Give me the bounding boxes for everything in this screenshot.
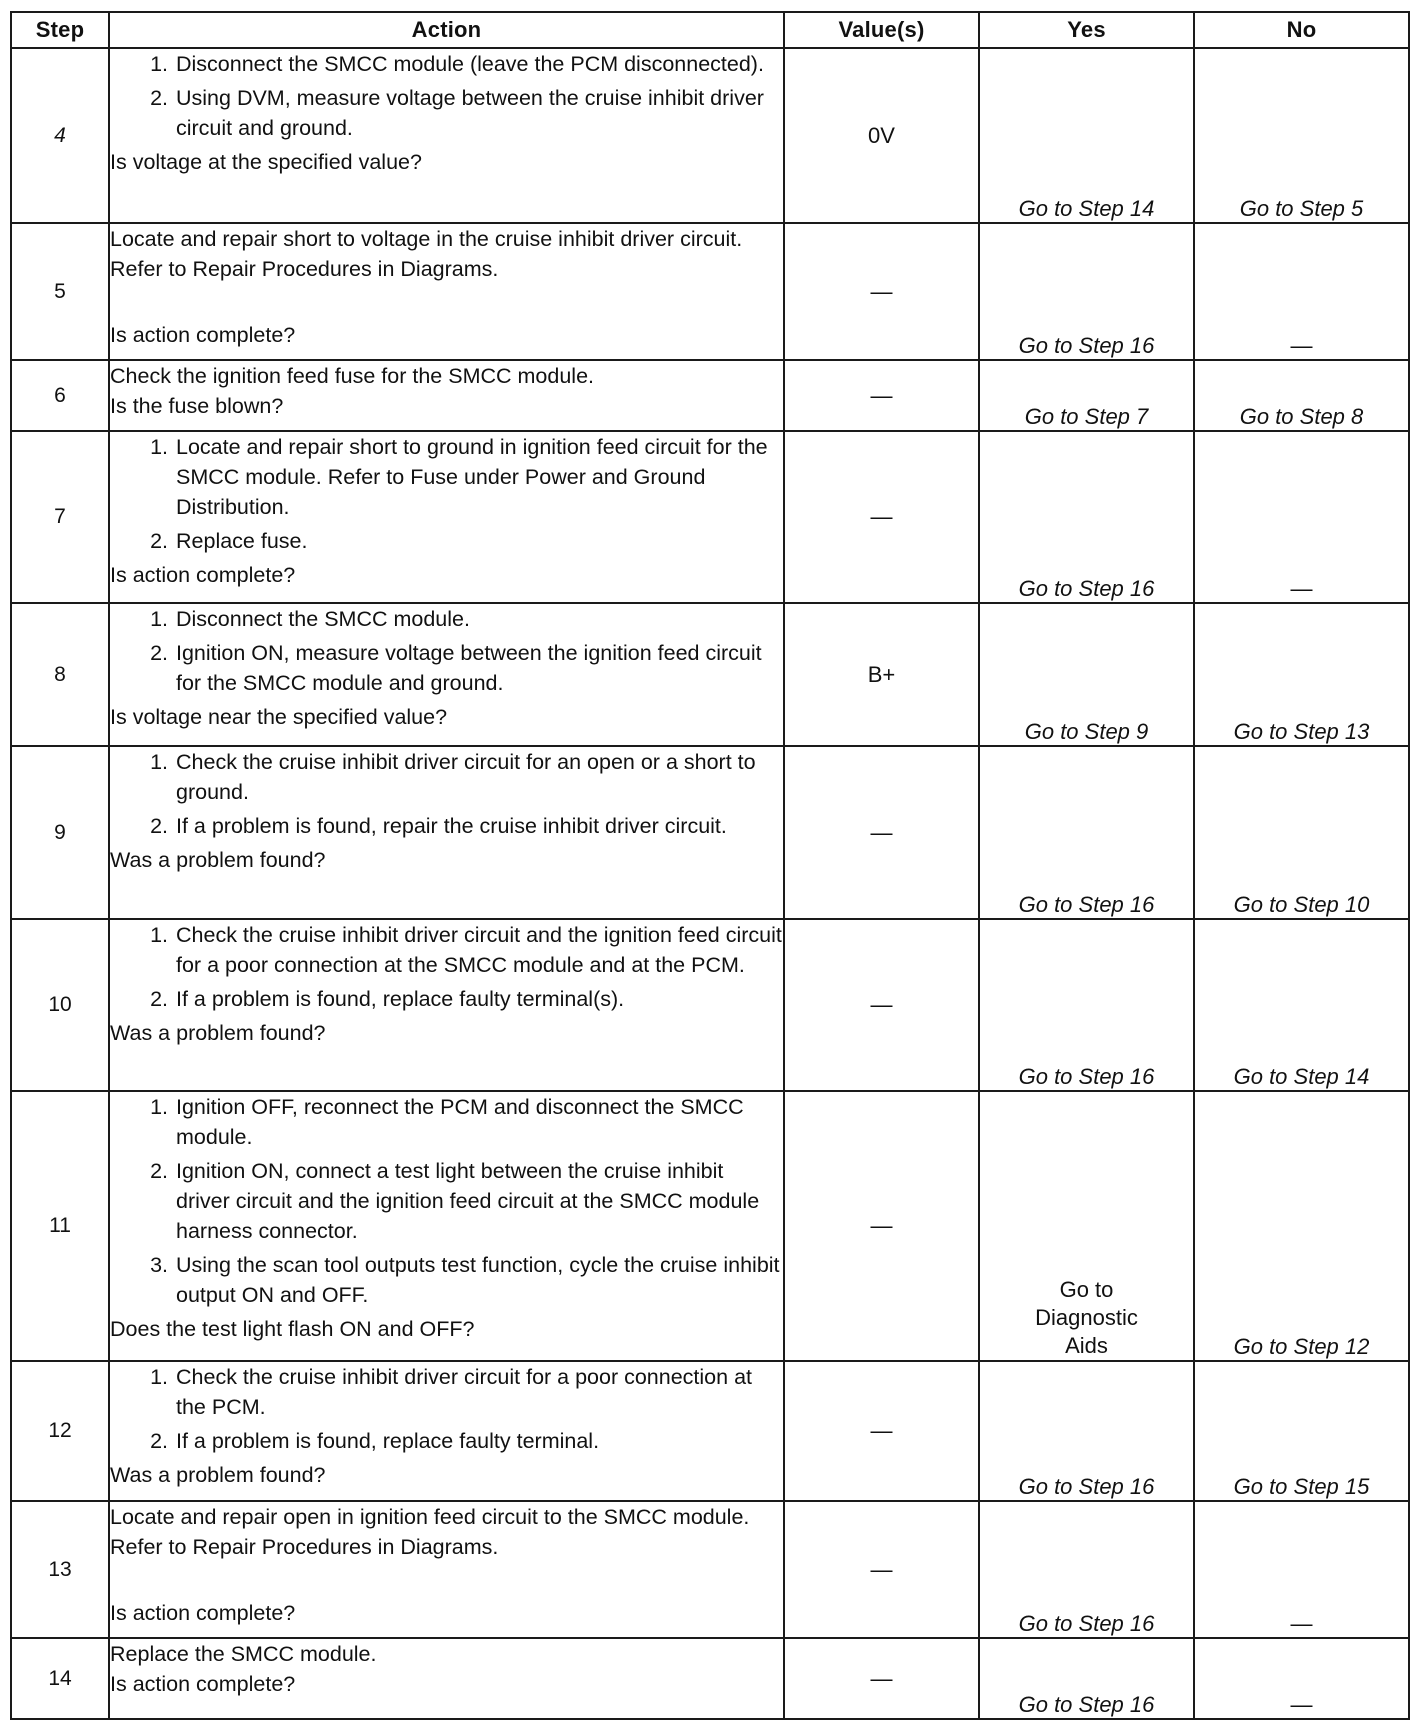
question: Does the test light flash ON and OFF? <box>110 1317 475 1341</box>
action-cell <box>109 1638 784 1719</box>
question: Is action complete? <box>110 1601 296 1625</box>
no-cell: Go to Step 8 <box>1194 360 1409 431</box>
table-row <box>11 48 1409 223</box>
table-row <box>11 223 1409 360</box>
no-dash: — <box>1290 1692 1313 1717</box>
yes-cell: Go to Diagnostic Aids <box>979 1091 1194 1361</box>
header-no: No <box>1194 12 1409 48</box>
no-cell <box>1194 223 1409 360</box>
yes-cell: Go to Step 16 <box>979 431 1194 603</box>
item-number: 2. <box>150 987 168 1011</box>
question: Is the fuse blown? <box>110 394 284 418</box>
yes-cell: Go to Step 16 <box>979 223 1194 360</box>
question: Was a problem found? <box>110 848 326 872</box>
value-cell: 0V <box>784 48 979 223</box>
item-text: Locate and repair short to ground in ignition feed circuit for the SMCC module. Refer to Fuse under Power and Ground Distribution. <box>176 435 768 519</box>
item-text: Disconnect the SMCC module. <box>176 607 470 631</box>
action-cell <box>109 919 784 1091</box>
list-item <box>110 604 783 634</box>
step-number: 13 <box>11 1501 109 1638</box>
table-row <box>11 1501 1409 1638</box>
action-text: Locate and repair short to voltage in the cruise inhibit driver circuit. Refer to Repair Procedures in Diagrams. <box>110 227 743 281</box>
list-item <box>110 49 783 79</box>
yes-cell: Go to Step 16 <box>979 919 1194 1091</box>
step-number: 11 <box>11 1091 109 1361</box>
step-number: 5 <box>11 223 109 360</box>
no-dash: — <box>1290 1611 1313 1636</box>
item-number: 1. <box>150 52 168 76</box>
item-text: Ignition ON, measure voltage between the ignition feed circuit for the SMCC module and ground. <box>176 641 762 695</box>
step-number: 4 <box>11 48 109 223</box>
no-cell: Go to Step 10 <box>1194 746 1409 919</box>
step-number: 9 <box>11 746 109 919</box>
question: Is voltage at the specified value? <box>110 150 422 174</box>
value-cell: — <box>784 360 979 431</box>
no-dash: — <box>1290 333 1313 358</box>
step-number: 7 <box>11 431 109 603</box>
yes-cell: Go to Step 16 <box>979 1638 1194 1719</box>
item-number: 1. <box>150 435 168 459</box>
table-row <box>11 360 1409 431</box>
table-row <box>11 746 1409 919</box>
item-number: 2. <box>150 1159 168 1183</box>
value-cell: — <box>784 919 979 1091</box>
step-number: 6 <box>11 360 109 431</box>
no-cell <box>1194 1638 1409 1719</box>
item-text: Disconnect the SMCC module (leave the PCM disconnected). <box>176 52 764 76</box>
no-cell: Go to Step 5 <box>1194 48 1409 223</box>
action-text: Replace the SMCC module. <box>110 1642 377 1666</box>
step-number: 14 <box>11 1638 109 1719</box>
item-number: 1. <box>150 923 168 947</box>
list-item <box>110 638 783 698</box>
value-cell: — <box>784 1638 979 1719</box>
table-row <box>11 431 1409 603</box>
question: Is action complete? <box>110 563 296 587</box>
header-step: Step <box>11 12 109 48</box>
yes-cell: Go to Step 16 <box>979 746 1194 919</box>
list-item <box>110 984 783 1014</box>
item-text: Ignition ON, connect a test light between the cruise inhibit driver circuit and the ignition feed circuit at the SMCC module harness connector. <box>176 1159 760 1243</box>
action-cell <box>109 360 784 431</box>
yes-cell: Go to Step 16 <box>979 1361 1194 1501</box>
no-cell <box>1194 1501 1409 1638</box>
item-number: 1. <box>150 607 168 631</box>
action-cell <box>109 603 784 746</box>
no-cell: Go to Step 14 <box>1194 919 1409 1091</box>
diagnostic-table <box>10 11 1410 1720</box>
step-number: 12 <box>11 1361 109 1501</box>
item-number: 2. <box>150 814 168 838</box>
list-item <box>110 526 783 556</box>
list-item <box>110 1092 783 1152</box>
list-item <box>110 1426 783 1456</box>
item-text: Check the cruise inhibit driver circuit for a poor connection at the PCM. <box>176 1365 752 1419</box>
question: Was a problem found? <box>110 1463 326 1487</box>
no-cell <box>1194 431 1409 603</box>
item-text: If a problem is found, repair the cruise inhibit driver circuit. <box>176 814 727 838</box>
no-cell: Go to Step 12 <box>1194 1091 1409 1361</box>
action-cell <box>109 1361 784 1501</box>
question: Is action complete? <box>110 1672 296 1696</box>
item-number: 2. <box>150 641 168 665</box>
list-item <box>110 1250 783 1310</box>
item-text: If a problem is found, replace faulty terminal. <box>176 1429 600 1453</box>
item-number: 1. <box>150 1095 168 1119</box>
table-row <box>11 1361 1409 1501</box>
item-text: Check the cruise inhibit driver circuit for an open or a short to ground. <box>176 750 756 804</box>
question: Was a problem found? <box>110 1021 326 1045</box>
action-cell <box>109 431 784 603</box>
action-cell <box>109 746 784 919</box>
value-cell: — <box>784 1361 979 1501</box>
value-cell: — <box>784 746 979 919</box>
no-cell: Go to Step 15 <box>1194 1361 1409 1501</box>
step-number: 10 <box>11 919 109 1091</box>
header-row <box>11 12 1409 48</box>
item-text: Using the scan tool outputs test function, cycle the cruise inhibit output ON and OFF. <box>176 1253 780 1307</box>
value-cell: — <box>784 1091 979 1361</box>
item-number: 2. <box>150 1429 168 1453</box>
action-cell <box>109 1091 784 1361</box>
step-number: 8 <box>11 603 109 746</box>
list-item <box>110 1362 783 1422</box>
item-number: 1. <box>150 750 168 774</box>
table-row <box>11 919 1409 1091</box>
item-number: 3. <box>150 1253 168 1277</box>
question: Is voltage near the specified value? <box>110 705 448 729</box>
yes-cell: Go to Step 16 <box>979 1501 1194 1638</box>
item-number: 2. <box>150 86 168 110</box>
table-row <box>11 603 1409 746</box>
no-dash: — <box>1290 576 1313 601</box>
list-item <box>110 811 783 841</box>
value-cell: — <box>784 431 979 603</box>
item-text: Using DVM, measure voltage between the cruise inhibit driver circuit and ground. <box>176 86 764 140</box>
item-text: If a problem is found, replace faulty terminal(s). <box>176 987 625 1011</box>
list-item <box>110 1156 783 1246</box>
yes-cell: Go to Step 9 <box>979 603 1194 746</box>
action-cell <box>109 223 784 360</box>
value-cell: B+ <box>784 603 979 746</box>
header-yes: Yes <box>979 12 1194 48</box>
no-cell: Go to Step 13 <box>1194 603 1409 746</box>
table-row <box>11 1091 1409 1361</box>
list-item <box>110 747 783 807</box>
table-row <box>11 1638 1409 1719</box>
item-text: Check the cruise inhibit driver circuit and the ignition feed circuit for a poor connection at the SMCC module and at the PCM. <box>176 923 782 977</box>
item-number: 2. <box>150 529 168 553</box>
yes-cell: Go to Step 7 <box>979 360 1194 431</box>
list-item <box>110 920 783 980</box>
action-cell <box>109 48 784 223</box>
yes-cell: Go to Step 14 <box>979 48 1194 223</box>
list-item <box>110 432 783 522</box>
value-cell: — <box>784 1501 979 1638</box>
question: Is action complete? <box>110 323 296 347</box>
header-values: Value(s) <box>784 12 979 48</box>
action-cell <box>109 1501 784 1638</box>
action-text: Locate and repair open in ignition feed circuit to the SMCC module. Refer to Repair Procedures in Diagrams. <box>110 1505 750 1559</box>
item-text: Replace fuse. <box>176 529 308 553</box>
item-text: Ignition OFF, reconnect the PCM and disconnect the SMCC module. <box>176 1095 744 1149</box>
header-action: Action <box>109 12 784 48</box>
item-number: 1. <box>150 1365 168 1389</box>
list-item <box>110 83 783 143</box>
value-cell: — <box>784 223 979 360</box>
action-text: Check the ignition feed fuse for the SMCC module. <box>110 364 595 388</box>
